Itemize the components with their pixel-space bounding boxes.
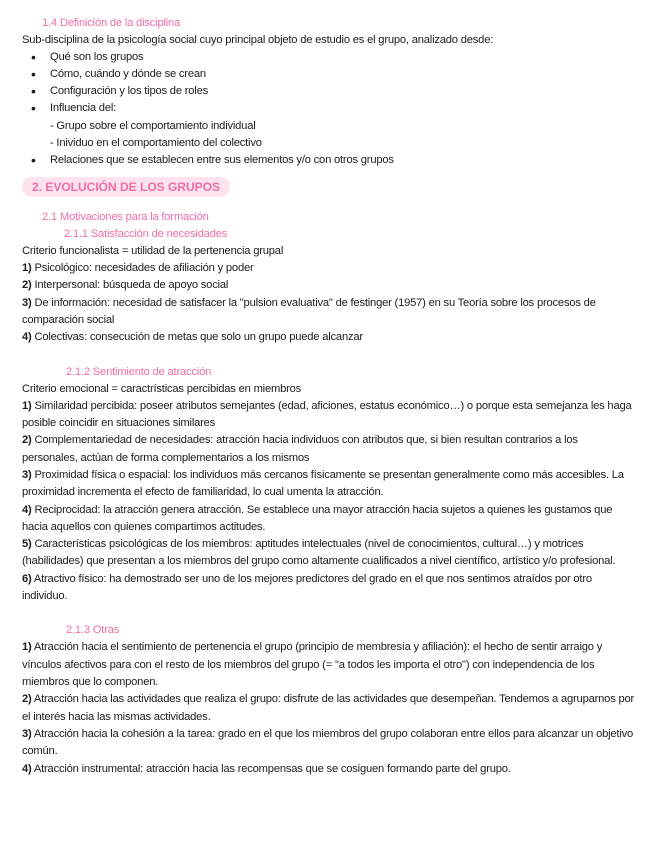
- bullet-list: [22, 49, 636, 117]
- item-text: Atracción hacia las actividades que realiza el grupo: disfrute de las actividades que desempeñan. Tendemos a agruparnos por el interés hacia las mismas actividades.: [22, 693, 635, 723]
- list-item: [22, 398, 636, 433]
- item-text: Atracción instrumental: atracción hacia las recompensas que se cosiguen formando parte del grupo.: [31, 762, 511, 775]
- sub-item: - Inividuo en el comportamiento del colectivo: [50, 136, 262, 149]
- item-text: Complementariedad de necesidades: atracción hacia individuos con atributos que, si bien resultan contrarios a los personales, actúan de forma complementarios a los mismos: [22, 434, 578, 464]
- item-number: 4): [22, 503, 32, 516]
- item-number: 1): [22, 399, 32, 412]
- list-item: [22, 639, 636, 691]
- item-number: 2): [22, 279, 32, 292]
- item-number: 3): [22, 296, 32, 309]
- list-item: [22, 277, 636, 294]
- item-text: Interpersonal: búsqueda de apoyo social: [31, 279, 229, 292]
- item-text: Colectivas: consecución de metas que solo un grupo puede alcanzar: [31, 331, 363, 344]
- item-number: 2): [22, 434, 32, 447]
- heading-2-1-1: 2.1.1 Satisfacción de necesidades: [64, 227, 228, 240]
- item-number: 2): [22, 693, 32, 706]
- item-text: Proximidad física o espacial: los individuos más cercanos físicamente se presentan generalmente como más accesibles. La proximidad incrementa el efecto de familiaridad, lo cual umenta la atracción.: [22, 468, 624, 499]
- list-item: [22, 571, 636, 606]
- list-item: [22, 467, 636, 502]
- list-item: [22, 691, 636, 726]
- item-text: Reciprocidad: la atracción genera atracción. Se establece una mayor atracción hacia sujetos a quienes les gustamos que hacia aquellos con quienes compartimos actitudes.: [22, 503, 613, 533]
- list-item: [22, 329, 636, 346]
- bullet-list: [22, 152, 636, 169]
- heading-2-1-2: 2.1.2 Sentimiento de atracción: [66, 365, 212, 378]
- item-text: Similaridad percibida: poseer atributos semejantes (edad, aficiones, estatus económico…) o porque esta semejanza les haga posible coincidir en situaciones similares: [22, 399, 632, 430]
- item-number: 3): [22, 468, 32, 481]
- bullet-item: • Relaciones que se establecen entre sus elementos y/o con otros grupos: [22, 152, 636, 169]
- item-text: Atracción hacia la cohesión a la tarea: grado en el que los miembros del grupo colaboran entre ellos para alcanzar un objetivo común.: [22, 727, 634, 758]
- item-text: De información: necesidad de satisfacer la "pulsion evaluativa" de festinger (1957) en su Teoría sobre los procesos de comparación social: [22, 296, 596, 327]
- list-item: [22, 432, 636, 467]
- bullet-item: • Qué son los grupos: [22, 49, 636, 66]
- list-item: [22, 536, 636, 571]
- item-number: 5): [22, 538, 32, 551]
- criterion-text: Criterio emocional = caractrísticas percibidas en miembros: [22, 382, 302, 395]
- heading-2-1-3: 2.1.3 Otras: [66, 624, 120, 637]
- item-text: Atracción hacia el sentimiento de pertenencia el grupo (principio de membresía y afiliación): el hecho de sentir arraigo y vínculos afectivos para con el resto de los miembros del grupo (= "a todos les importa el otro") con independencia de los miembros que lo componen.: [22, 641, 603, 689]
- list-item: [22, 295, 636, 330]
- item-number: 6): [22, 572, 32, 585]
- section-2-heading: 2. EVOLUCIÓN DE LOS GRUPOS: [22, 177, 230, 197]
- bullet-item: • Cómo, cuándo y dónde se crean: [22, 66, 636, 83]
- item-number: 1): [22, 262, 32, 275]
- item-number: 4): [22, 331, 32, 344]
- section-2-heading-wrapper: [22, 177, 636, 197]
- heading-2-1: 2.1 Motivaciones para la formación: [42, 210, 209, 223]
- item-number: 1): [22, 641, 32, 654]
- list-item: [22, 502, 636, 537]
- list-item: [22, 260, 636, 277]
- list-item: [22, 761, 636, 778]
- sub-item: - Grupo sobre el comportamiento individual: [50, 119, 256, 132]
- item-text: Características psicológicas de los miembros: aptitudes intelectuales (nivel de conocimientos, cultural…) y motrices (habilidades) que presentan a los miembros del grupo como altamente cualificados a nivel científico, artístico y/o profesional.: [22, 538, 616, 568]
- bullet-item: • Configuración y los tipos de roles: [22, 83, 636, 100]
- item-text: Psicológico: necesidades de afiliación y poder: [31, 262, 254, 275]
- heading-1-4: 1.4 Definición de la disciplina: [42, 17, 181, 29]
- bullet-item: • Influencia del:: [22, 100, 636, 117]
- item-number: 3): [22, 727, 32, 740]
- item-text: Atractivo físico: ha demostrado ser uno de los mejores predictores del grado en el que nos sentimos atraídos por otro individuo.: [22, 572, 592, 603]
- criterion-text: Criterio funcionalista = utilidad de la pertenencia grupal: [22, 245, 284, 258]
- item-number: 4): [22, 762, 32, 775]
- list-item: [22, 726, 636, 761]
- intro-text: Sub-disciplina de la psicología social cuyo principal objeto de estudio es el grupo, analizado desde:: [22, 34, 494, 47]
